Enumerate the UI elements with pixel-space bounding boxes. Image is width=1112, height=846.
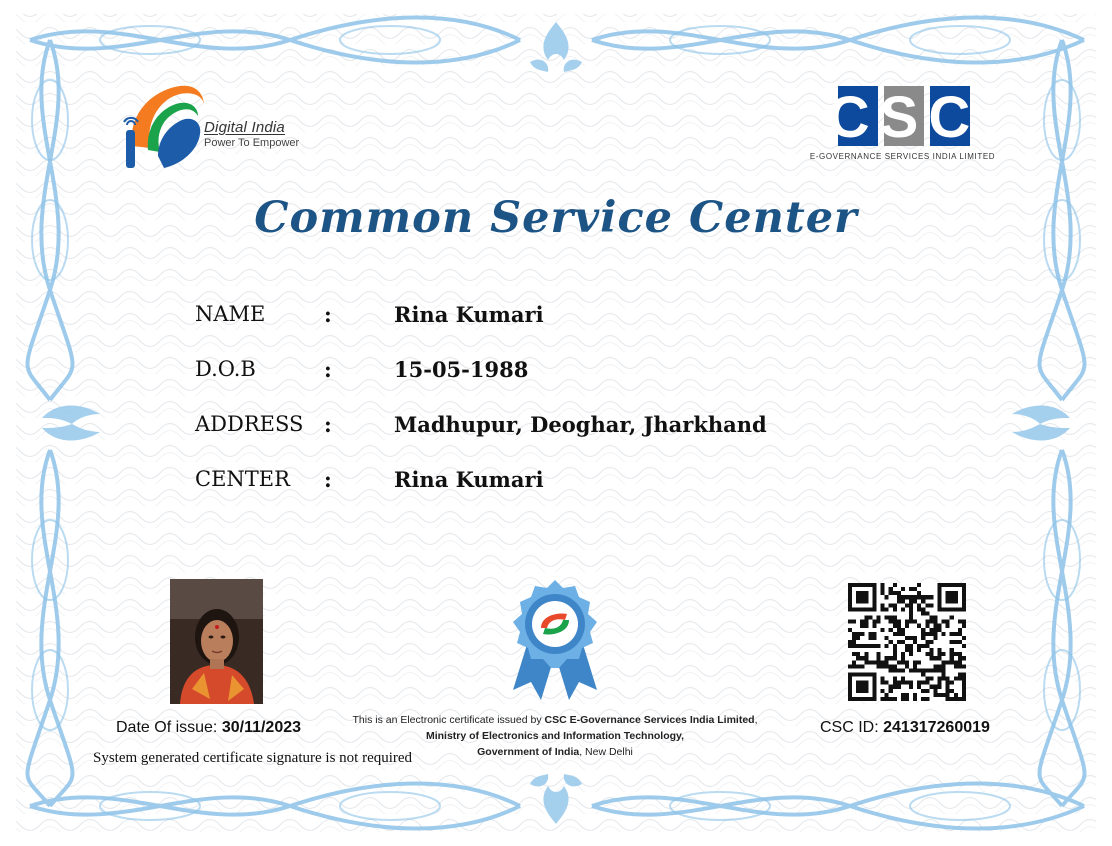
field-colon: : (324, 302, 332, 327)
csc-id-value: 241317260019 (883, 719, 990, 736)
field-value-center: Rina Kumari (394, 467, 544, 492)
digital-india-tagline: Power To Empower (204, 137, 300, 149)
csc-id (820, 719, 990, 737)
disclaimer-city: , New Delhi (579, 746, 633, 758)
certificate-title: Common Service Center (254, 193, 858, 243)
field-value-name: Rina Kumari (394, 302, 544, 327)
disclaimer: This is an Electronic certificate issued by CSC E-Governance Services India Limited, Ministry of Electronics and Information Technology, Government of India, New Delhi (352, 714, 758, 758)
disclaimer-issuer: CSC E-Governance Services India Limited (544, 714, 755, 726)
disclaimer-ministry: Ministry of Electronics and Information Technology, (425, 730, 685, 742)
disclaimer-prefix: This is an Electronic certificate issued by (352, 714, 542, 726)
disclaimer-government: Government of India (477, 746, 580, 758)
award-badge-icon (505, 578, 605, 703)
signature-note: System generated certificate signature is not required (93, 750, 413, 766)
field-colon: : (324, 412, 332, 437)
issue-date-label: Date Of issue: (116, 719, 218, 736)
field-value-address: Madhupur, Deoghar, Jharkhand (394, 412, 767, 437)
csc-subtitle: E-GOVERNANCE SERVICES INDIA LIMITED (809, 152, 996, 161)
csc-logo (827, 85, 981, 150)
field-colon: : (324, 357, 332, 382)
csc-id-label: CSC ID: (820, 719, 879, 736)
qr-code-icon (848, 583, 966, 701)
field-colon: : (324, 467, 332, 492)
field-label-dob: D.O.B (195, 357, 256, 381)
issue-date-value: 30/11/2023 (221, 719, 302, 736)
field-label-center: CENTER (195, 467, 290, 491)
holder-photo (170, 579, 263, 704)
field-value-dob: 15-05-1988 (394, 357, 529, 382)
field-label-address: ADDRESS (195, 412, 304, 436)
issue-date (116, 719, 301, 737)
digital-india-title: Digital India (204, 119, 285, 136)
field-label-name: NAME (195, 302, 266, 326)
csc-logo-text: CSC (827, 85, 981, 150)
